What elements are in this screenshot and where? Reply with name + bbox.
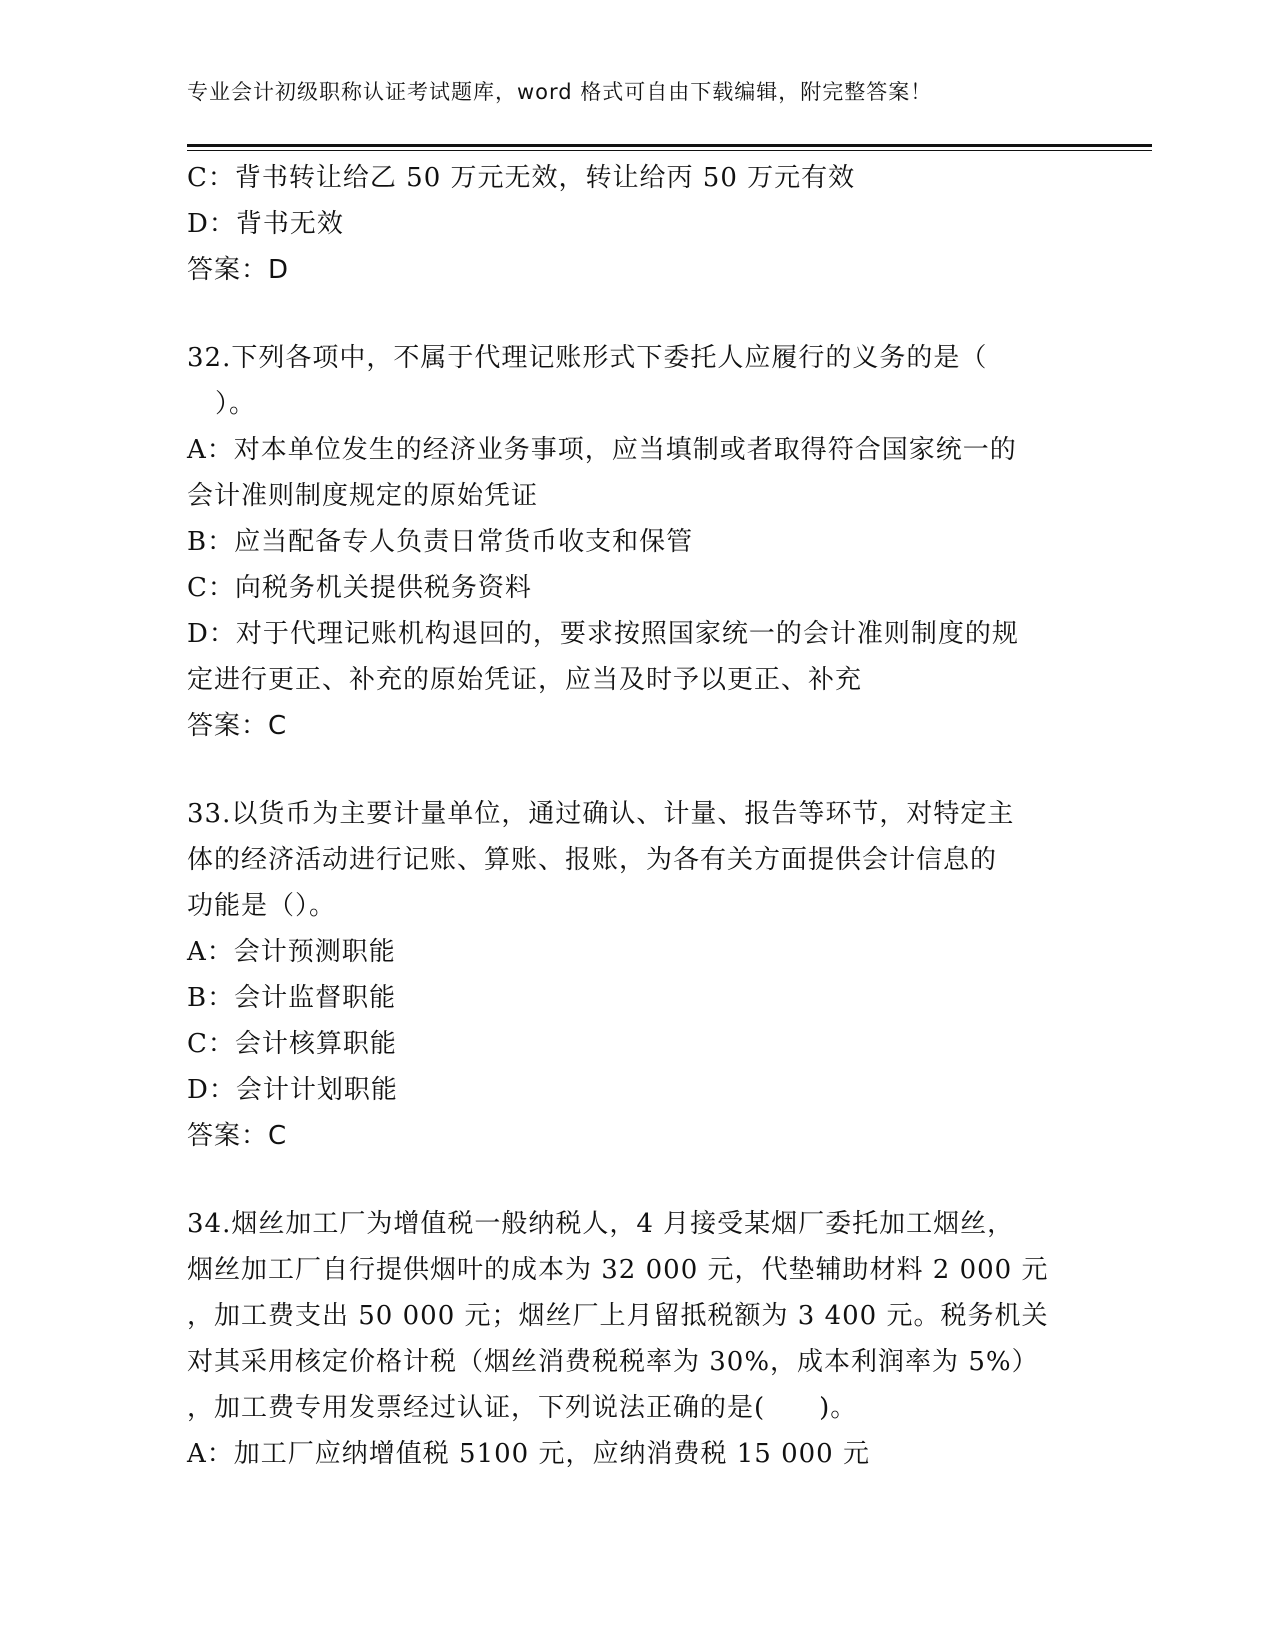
spacer — [187, 749, 1077, 791]
q33-option-c: C：会计核算职能 — [187, 1029, 397, 1059]
q31-answer: 答案：D — [187, 255, 290, 285]
header-rule-thin — [187, 150, 1152, 151]
q31-option-d: D：背书无效 — [187, 209, 344, 239]
q33-stem-line1: 33.以货币为主要计量单位，通过确认、计量、报告等环节，对特定主 — [187, 799, 1015, 829]
q32-option-b: B：应当配备专人负责日常货币收支和保管 — [187, 527, 694, 557]
header-rule-thick — [187, 144, 1152, 147]
q32-stem-line2: ）。 — [215, 389, 257, 419]
q33-stem-line2: 体的经济活动进行记账、算账、报账，为各有关方面提供会计信息的 — [187, 845, 998, 875]
q33-option-b: B：会计监督职能 — [187, 983, 397, 1013]
q32-option-d-line2: 定进行更正、补充的原始凭证，应当及时予以更正、补充 — [187, 665, 863, 695]
q32-option-a-line2: 会计准则制度规定的原始凭证 — [187, 481, 539, 511]
q34-stem-line4: 对其采用核定价格计税（烟丝消费税税率为 30%，成本利润率为 5%） — [187, 1347, 1039, 1377]
document-body — [187, 155, 1077, 1477]
q34-stem-line2: 烟丝加工厂自行提供烟叶的成本为 32 000 元，代垫辅助材料 2 000 元 — [187, 1255, 1049, 1285]
q32-stem-line1: 32.下列各项中，不属于代理记账形式下委托人应履行的义务的是（ — [187, 343, 988, 373]
q33-option-a: A：会计预测职能 — [187, 937, 396, 967]
q33-stem-line3: 功能是（）。 — [187, 891, 337, 921]
q32-answer: 答案：C — [187, 711, 288, 741]
q32-option-c: C：向税务机关提供税务资料 — [187, 573, 532, 603]
q32-option-d-line1: D：对于代理记账机构退回的，要求按照国家统一的会计准则制度的规 — [187, 619, 1019, 649]
spacer — [187, 1159, 1077, 1201]
q33-option-d: D：会计计划职能 — [187, 1075, 398, 1105]
q34-option-a: A：加工厂应纳增值税 5100 元，应纳消费税 15 000 元 — [187, 1439, 870, 1469]
spacer — [187, 293, 1077, 335]
q34-stem-line5: ，加工费专用发票经过认证，下列说法正确的是( )。 — [187, 1393, 858, 1423]
page-header: 专业会计初级职称认证考试题库，word 格式可自由下载编辑，附完整答案！ — [187, 80, 933, 104]
q33-answer: 答案：C — [187, 1121, 288, 1151]
q34-stem-line1: 34.烟丝加工厂为增值税一般纳税人，4 月接受某烟厂委托加工烟丝， — [187, 1209, 1015, 1239]
q34-stem-line3: ，加工费支出 50 000 元；烟丝厂上月留抵税额为 3 400 元。税务机关 — [187, 1301, 1049, 1331]
q31-option-c: C：背书转让给乙 50 万元无效，转让给丙 50 万元有效 — [187, 163, 856, 193]
q32-option-a-line1: A：对本单位发生的经济业务事项，应当填制或者取得符合国家统一的 — [187, 435, 1017, 465]
